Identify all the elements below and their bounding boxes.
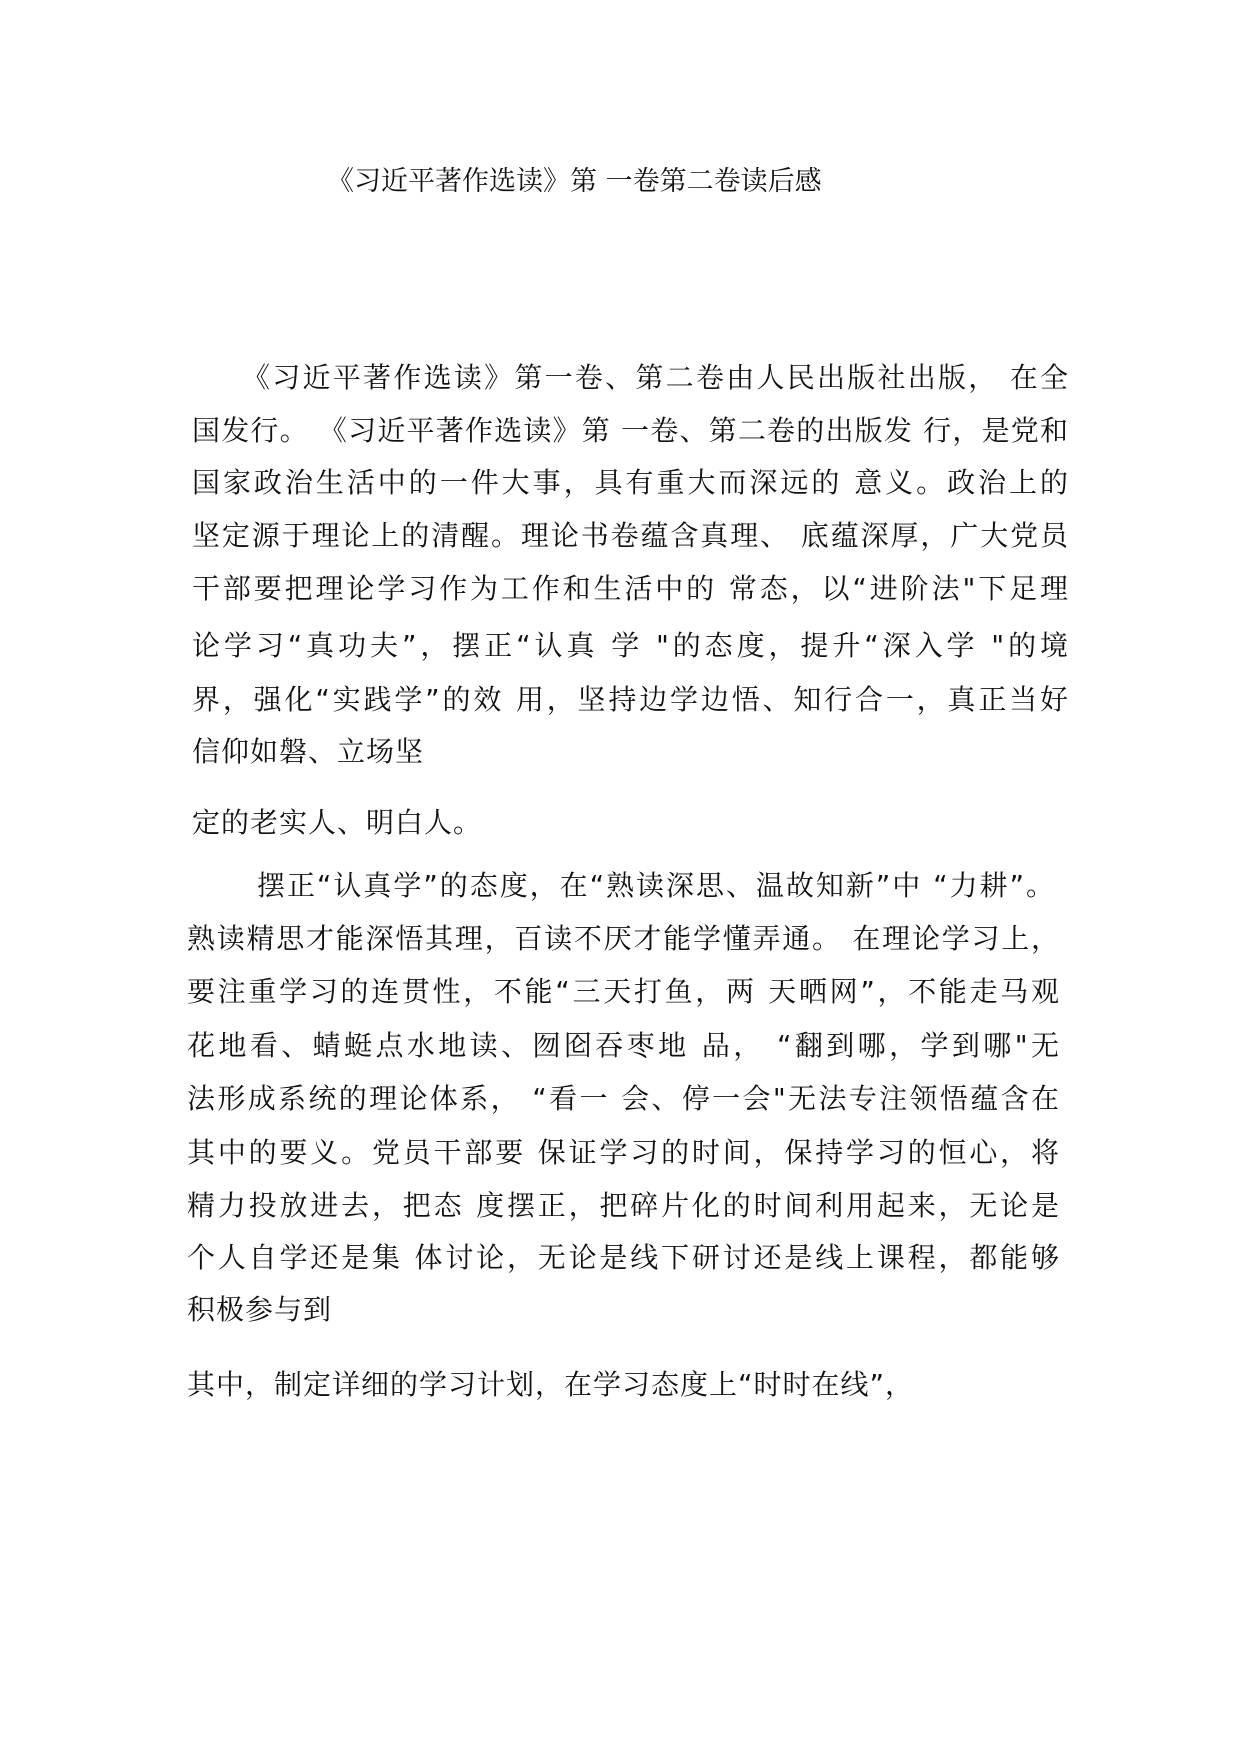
text-line: 积极参与到 bbox=[187, 1293, 333, 1326]
text-line: 要注重学习的连贯性，不能“三天打鱼，两 天晒网”，不能走马观 bbox=[187, 975, 1059, 1008]
text-line: 精力投放进去，把态 度摆正，把碎片化的时间利用起来，无论是 bbox=[187, 1189, 1059, 1222]
text-line: 论学习“真功夫”，摆正“认真 学 "的态度，提升“深入学 "的境 bbox=[192, 629, 1068, 662]
text-line: 花地看、蜻蜓点水地读、囫囵吞枣地 品， “翻到哪，学到哪"无 bbox=[187, 1029, 1059, 1062]
text-line: 界，强化“实践学”的效 用，坚持边学边悟、知行合一，真正当好 bbox=[192, 683, 1068, 716]
text-line: 法形成系统的理论体系， “看一 会、停一会"无法专注领悟蕴含在 bbox=[187, 1082, 1059, 1115]
text-line: 信仰如磐、立场坚 bbox=[192, 735, 425, 768]
text-line: 其中的要义。党员干部要 保证学习的时间，保持学习的恒心，将 bbox=[187, 1136, 1059, 1169]
document-title: 《习近平著作选读》第 一卷第二卷读后感 bbox=[327, 166, 822, 197]
text-line: 其中，制定详细的学习计划，在学习态度上“时时在线”， bbox=[187, 1368, 915, 1401]
text-line: 国家政治生活中的一件大事，具有重大而深远的 意义。政治上的 bbox=[192, 466, 1068, 499]
text-line: 《习近平著作选读》第一卷、第二卷由人民出版社出版， 在全 bbox=[242, 361, 1068, 394]
text-line: 定的老实人、明白人。 bbox=[192, 806, 483, 839]
text-line: 干部要把理论学习作为工作和生活中的 常态，以“进阶法"下足理 bbox=[192, 572, 1068, 605]
text-line: 坚定源于理论上的清醒。理论书卷蕴含真理、 底蕴深厚，广大党员 bbox=[192, 519, 1068, 552]
text-line: 摆正“认真学”的态度，在“熟读深思、温故知新”中 “力耕”。 bbox=[257, 869, 1054, 902]
text-line: 国发行。 《习近平著作选读》第 一卷、第二卷的出版发 行，是党和 bbox=[192, 414, 1068, 447]
text-line: 熟读精思才能深悟其理，百读不厌才能学懂弄通。 在理论学习上， bbox=[187, 922, 1059, 955]
text-line: 个人自学还是集 体讨论，无论是线下研讨还是线上课程，都能够 bbox=[187, 1241, 1059, 1274]
